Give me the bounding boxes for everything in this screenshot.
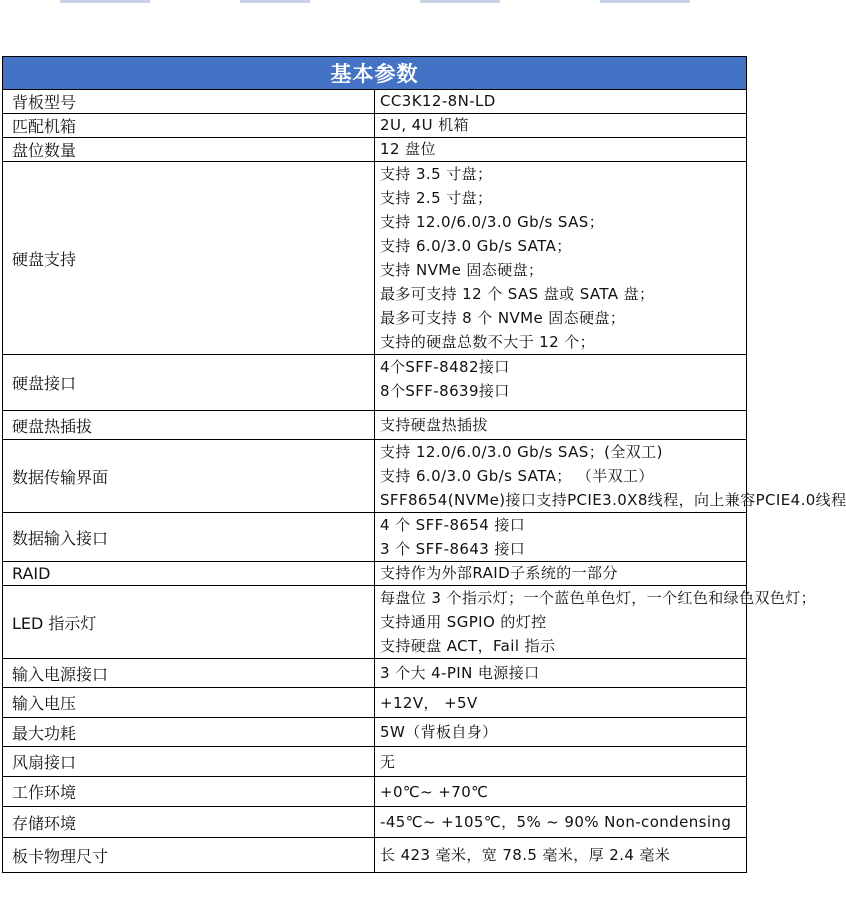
row-value <box>375 440 846 513</box>
row-value <box>375 688 747 718</box>
value-line: 4个SFF-8482接口 <box>380 358 510 376</box>
row-label: 硬盘热插拔 <box>3 411 375 440</box>
table-row <box>3 586 747 659</box>
row-label: 背板型号 <box>3 90 375 114</box>
top-decorative-strip <box>0 0 750 5</box>
value-line: 支持的硬盘总数不大于 12 个； <box>380 333 596 351</box>
value-line: 支持 6.0/3.0 Gb/s SATA； （半双工） <box>380 467 654 485</box>
row-label: 风扇接口 <box>3 747 375 777</box>
value-line: 长 423 毫米，宽 78.5 毫米，厚 2.4 毫米 <box>380 846 671 864</box>
value-line: 最多可支持 12 个 SAS 盘或 SATA 盘； <box>380 285 655 303</box>
value-line: 3 个 SFF-8643 接口 <box>380 540 526 558</box>
value-line: 最多可支持 8 个 NVMe 固态硬盘； <box>380 309 626 327</box>
value-line: 支持作为外部RAID子系统的一部分 <box>380 564 618 582</box>
row-label: LED 指示灯 <box>3 586 375 659</box>
value-line: 支持 12.0/6.0/3.0 Gb/s SAS； <box>380 213 605 231</box>
table-row <box>3 688 747 718</box>
row-label: RAID <box>3 562 375 586</box>
value-line: 支持硬盘 ACT，Fail 指示 <box>380 637 556 655</box>
row-value <box>375 838 747 873</box>
row-value <box>375 777 747 807</box>
row-value <box>375 411 747 440</box>
row-value <box>375 586 817 659</box>
row-label: 工作环境 <box>3 777 375 807</box>
row-value <box>375 90 747 114</box>
table-row <box>3 747 747 777</box>
table-row <box>3 562 747 586</box>
table-title: 基本参数 <box>3 57 747 90</box>
row-label: 输入电源接口 <box>3 659 375 688</box>
value-line: CC3K12-8N-LD <box>380 92 496 110</box>
table-row <box>3 90 747 114</box>
value-line: 支持硬盘热插拔 <box>380 416 488 434</box>
row-label: 硬盘支持 <box>3 162 375 355</box>
spec-table <box>2 56 846 873</box>
row-label: 数据传输界面 <box>3 440 375 513</box>
value-line: 每盘位 3 个指示灯；一个蓝色单色灯，一个红色和绿色双色灯； <box>380 589 817 607</box>
row-value <box>375 747 747 777</box>
value-line: -45℃~ +105℃，5% ~ 90% Non-condensing <box>380 813 732 831</box>
value-line: 支持通用 SGPIO 的灯控 <box>380 613 547 631</box>
value-line: 支持 3.5 寸盘； <box>380 165 493 183</box>
table-header-row <box>3 57 747 90</box>
value-line: 4 个 SFF-8654 接口 <box>380 516 526 534</box>
table-row <box>3 440 747 513</box>
table-row <box>3 114 747 138</box>
table-row <box>3 838 747 873</box>
table-row <box>3 718 747 747</box>
value-line: +0℃~ +70℃ <box>380 782 489 801</box>
table-row <box>3 411 747 440</box>
value-line: 12 盘位 <box>380 140 436 158</box>
value-line: 无 <box>380 752 396 771</box>
value-line: 支持 NVMe 固态硬盘； <box>380 261 544 279</box>
row-value <box>375 355 747 411</box>
row-label: 存储环境 <box>3 807 375 838</box>
table-row <box>3 138 747 162</box>
value-line: +12V， +5V <box>380 693 478 712</box>
value-line: 支持 2.5 寸盘； <box>380 189 493 207</box>
value-line: 5W（背板自身） <box>380 723 498 741</box>
table-row <box>3 659 747 688</box>
row-label: 盘位数量 <box>3 138 375 162</box>
row-value <box>375 138 747 162</box>
row-value <box>375 114 747 138</box>
table-row <box>3 513 747 562</box>
value-line: SFF8654(NVMe)接口支持PCIE3.0X8线程，向上兼容PCIE4.0线程 <box>380 491 846 509</box>
value-line: 2U, 4U 机箱 <box>380 116 469 134</box>
row-label: 输入电压 <box>3 688 375 718</box>
table-row <box>3 807 747 838</box>
row-value <box>375 513 747 562</box>
table-row <box>3 777 747 807</box>
table-row <box>3 162 747 355</box>
row-label: 板卡物理尺寸 <box>3 838 375 873</box>
row-label: 硬盘接口 <box>3 355 375 411</box>
row-label: 最大功耗 <box>3 718 375 747</box>
row-value <box>375 659 747 688</box>
row-value <box>375 807 747 838</box>
value-line: 3 个大 4-PIN 电源接口 <box>380 664 540 682</box>
row-value <box>375 162 747 355</box>
value-line: 8个SFF-8639接口 <box>380 382 510 400</box>
row-value <box>375 562 747 586</box>
row-value <box>375 718 747 747</box>
row-label: 匹配机箱 <box>3 114 375 138</box>
value-line: 支持 12.0/6.0/3.0 Gb/s SAS；(全双工) <box>380 443 663 461</box>
table-row <box>3 355 747 411</box>
row-label: 数据输入接口 <box>3 513 375 562</box>
value-line: 支持 6.0/3.0 Gb/s SATA； <box>380 237 572 255</box>
